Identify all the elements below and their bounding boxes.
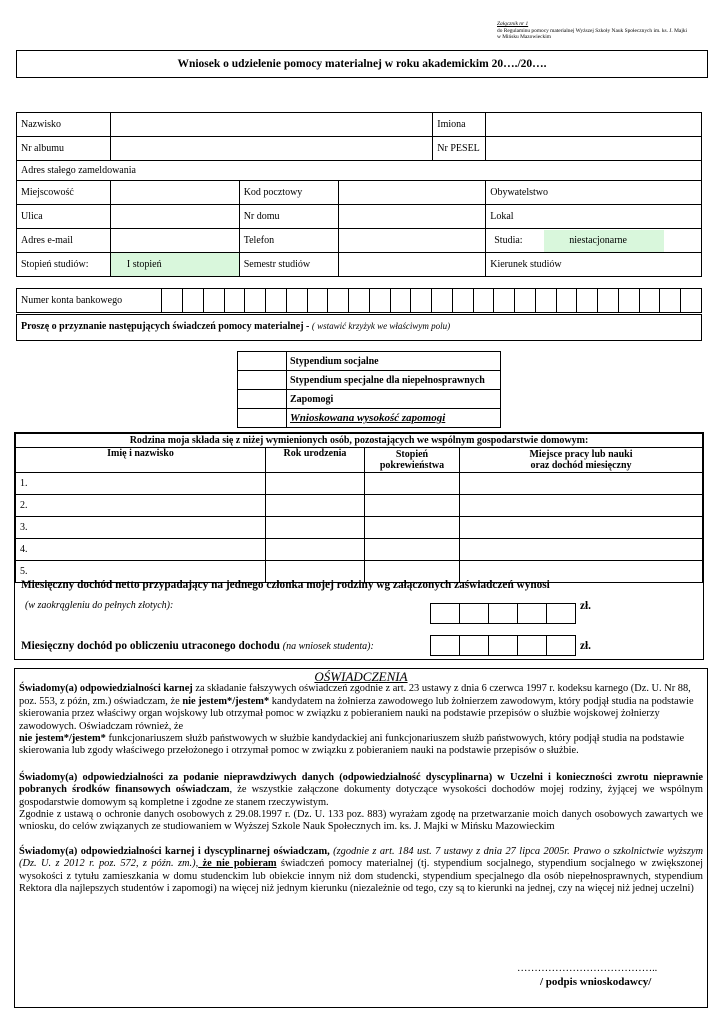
col-relation-2: pokrewieństwa xyxy=(379,460,445,471)
bank-digit[interactable] xyxy=(369,289,390,313)
email-field[interactable] xyxy=(110,229,239,253)
bank-digit[interactable] xyxy=(494,289,515,313)
allowance-amount-field[interactable] xyxy=(238,409,287,428)
rounding-hint: (w zaokrągleniu do pełnych złotych): xyxy=(25,600,174,611)
field-label: Kierunek studiów xyxy=(486,253,702,277)
street-label: Ulica xyxy=(17,205,111,229)
benefit-checkbox[interactable] xyxy=(238,352,287,371)
benefits-table xyxy=(237,351,501,428)
col-year: Rok urodzenia xyxy=(283,448,347,459)
row-number: 1. xyxy=(16,473,266,495)
col-work-2: oraz dochód miesięczny xyxy=(530,460,632,471)
regulation-city: w Mińsku Mazowieckim xyxy=(497,34,551,41)
bank-digit[interactable] xyxy=(349,289,370,313)
income-lost-hint: (na wniosek studenta): xyxy=(282,641,374,652)
house-label: Nr domu xyxy=(239,205,338,229)
income-text: Miesięczny dochód netto przypadający na jednego członka mojej rodziny wg załączonych zaświadczeń wynosi xyxy=(21,579,550,591)
bank-digit[interactable] xyxy=(577,289,598,313)
semester-field[interactable] xyxy=(338,253,486,277)
bank-digit[interactable] xyxy=(328,289,349,313)
city-label: Miejscowość xyxy=(17,181,111,205)
bank-digit[interactable] xyxy=(224,289,245,313)
income-lost-boxes[interactable] xyxy=(431,635,576,656)
request-box xyxy=(16,314,702,341)
bank-digit[interactable] xyxy=(681,289,702,313)
declarations-title: OŚWIADCZENIA xyxy=(314,669,408,684)
names-field[interactable] xyxy=(486,113,702,137)
bank-digit[interactable] xyxy=(639,289,660,313)
degree-label: Stopień studiów: xyxy=(17,253,111,277)
income-boxes[interactable] xyxy=(431,603,576,624)
benefit-checkbox[interactable] xyxy=(238,390,287,409)
regulation-ref: do Regulaminu pomocy materialnej Wyższej Szkoły Nauk Społecznych im. ks. J. Majki xyxy=(497,27,688,34)
income-lost-text xyxy=(21,640,374,652)
bank-digit[interactable] xyxy=(452,289,473,313)
col-name: Imię i nazwisko xyxy=(107,448,174,459)
house-field[interactable] xyxy=(338,205,486,229)
citizenship-label: Obywatelstwo xyxy=(486,181,702,205)
flat-label: Lokal xyxy=(486,205,702,229)
header-note xyxy=(497,21,722,41)
degree-value[interactable]: I stopień xyxy=(110,253,239,277)
postcode-label: Kod pocztowy xyxy=(239,181,338,205)
bank-digit[interactable] xyxy=(307,289,328,313)
album-label: Nr albumu xyxy=(17,137,111,161)
declaration-4: Świadomy(a) odpowiedzialności karnej i dyscyplinarnej oświadczam, (zgodnie z art. 184 ust. 7 ustawy z dnia 27 lipca 2005r. Prawo o szkolnictwie wyższym (Dz. U. z 2012 r. poz. 572, z późn. zm.), że nie pobieram świadczeń pomocy materialnej (tj. stypendium socjalnego, stypendium socjalnego w zwiększonej wysokości z tytułu zamieszkania w domu studenckim lub obiekcie innym niż dom studencki, stypendium specjalnego dla osób niepełnosprawnych, stypendium Rektora dla najlepszych studentów i zapomogi) na więcej niż jednym kierunku (niezależnie od tego, czy są to kierunki na jednej, czy na więcej niż jednej uczelni) xyxy=(19,845,703,895)
request-text: Proszę o przyznanie następujących świadczeń pomocy materialnej - xyxy=(21,321,312,332)
album-field[interactable] xyxy=(110,137,432,161)
semester-label: Semestr studiów xyxy=(239,253,338,277)
table-row xyxy=(16,517,703,539)
benefit-checkbox[interactable] xyxy=(238,371,287,390)
bank-digit[interactable] xyxy=(598,289,619,313)
benefit-social: Stypendium socjalne xyxy=(290,355,379,367)
bank-digit[interactable] xyxy=(515,289,536,313)
attachment-label: Załącznik nr 1 xyxy=(497,21,529,27)
pesel-field[interactable] xyxy=(486,137,702,161)
phone-label: Telefon xyxy=(239,229,338,253)
bank-digit[interactable] xyxy=(183,289,204,313)
declarations-section xyxy=(14,668,708,1008)
income-lost-label: Miesięczny dochód po obliczeniu utraconego dochodu xyxy=(21,640,280,652)
family-heading: Rodzina moja składa się z niżej wymienionych osób, pozostających we wspólnym gospodarstwie domowym: xyxy=(16,434,703,448)
row-number: 4. xyxy=(16,539,266,561)
bank-digit[interactable] xyxy=(390,289,411,313)
phone-field[interactable] xyxy=(338,229,486,253)
family-section xyxy=(14,432,704,660)
declaration-2: Świadomy(a) odpowiedzialności za podanie nieprawdziwych danych (odpowiedzialność dyscyplinarna) w Uczelni i konieczności zwrotu nieprawnie pobranych środków finansowych oświadczam, że wszystkie załączone dokumenty dotyczące wysokości dochodów mojej rodziny, żyjącej we wspólnym gospodarstwie domowym są kompletne i zgodne ze stanem rzeczywistym. xyxy=(19,771,703,808)
surname-label: Nazwisko xyxy=(17,113,111,137)
address-label: Adres stałego zameldowania xyxy=(17,161,702,181)
postcode-field[interactable] xyxy=(338,181,486,205)
declaration-3: Zgodnie z ustawą o ochronie danych osobowych z 29.08.1997 r. (Dz. U. 133 poz. 883) wyrażam zgodę na przetwarzanie moich danych osobowych zawartych we wniosku, do celów związanych ze studiowaniem w Wyższej Szkole Nauk Społecznych im. ks. J. Majki w Mińsku Mazowieckim xyxy=(19,809,703,833)
request-hint: ( wstawić krzyżyk we właściwym polu) xyxy=(311,321,451,331)
col-relation-1: Stopień xyxy=(395,449,429,460)
row-number: 5. xyxy=(16,561,266,583)
benefit-allowance: Zapomogi xyxy=(290,393,334,405)
names-label: Imiona xyxy=(433,113,486,137)
allowance-amount-label: Wnioskowana wysokość zapomogi xyxy=(290,412,446,424)
bank-digit[interactable] xyxy=(556,289,577,313)
bank-digit[interactable] xyxy=(432,289,453,313)
pesel-label: Nr PESEL xyxy=(433,137,486,161)
city-field[interactable] xyxy=(110,181,239,205)
street-field[interactable] xyxy=(110,205,239,229)
studies-label: Studia: xyxy=(494,234,523,246)
row-number: 2. xyxy=(16,495,266,517)
bank-digit[interactable] xyxy=(266,289,287,313)
family-table xyxy=(15,433,703,583)
surname-field[interactable] xyxy=(110,113,432,137)
table-row xyxy=(16,473,703,495)
signature-dots: ………………………………….. xyxy=(517,963,658,974)
bank-digit[interactable] xyxy=(618,289,639,313)
table-row xyxy=(16,539,703,561)
bank-digit[interactable] xyxy=(162,289,183,313)
table-row xyxy=(16,495,703,517)
bank-account-table xyxy=(16,288,702,313)
col-work-1: Miejsce pracy lub nauki xyxy=(529,449,633,460)
studies-value[interactable]: niestacjonarne xyxy=(544,230,664,252)
bank-digit[interactable] xyxy=(203,289,224,313)
signature-label: / podpis wnioskodawcy/ xyxy=(540,976,652,988)
row-number: 3. xyxy=(16,517,266,539)
bank-digit[interactable] xyxy=(660,289,681,313)
bank-digit[interactable] xyxy=(473,289,494,313)
email-label: Adres e-mail xyxy=(17,229,111,253)
declaration-1: Świadomy(a) odpowiedzialności karnej za składanie fałszywych oświadczeń zgodnie z art. 23 ustawy z dnia 6 czerwca 1997 r. kodeksu karnego (Dz. U. Nr 88, poz. 553, z późn, zm.) oświadczam, że nie jestem*/jestem* kandydatem na żołnierza zawodowego lub żołnierzem zawodowym, który podjął studia na podstawie skierowania przez właściwy organ wojskowy lub otrzymał pomoc w związku z pobieraniem nauki na podstawie przepisów o służbie wojskowej żołnierzy zawodowych. Oświadczam również, że nie jestem*/jestem* funkcjonariuszem służb państwowych w służbie kandydackiej ani funkcjonariuszem służb państwowych, który podjął studia na podstawie skierowania lub zgody właściwego przełożonego i otrzymał pomoc w związku z pobieraniem nauki na podstawie przepisów o służbie. xyxy=(19,683,694,757)
currency-label: zł. xyxy=(580,600,591,612)
bank-digit[interactable] xyxy=(535,289,556,313)
bank-digit[interactable] xyxy=(286,289,307,313)
bank-digit[interactable] xyxy=(411,289,432,313)
benefit-disabled: Stypendium specjalne dla niepełnosprawnych xyxy=(290,374,485,386)
bank-digit[interactable] xyxy=(245,289,266,313)
currency-label-2: zł. xyxy=(580,640,591,652)
form-title: Wniosek o udzielenie pomocy materialnej w roku akademickim 20…./20…. xyxy=(16,50,708,78)
studies-cell xyxy=(486,229,702,253)
bank-label: Numer konta bankowego xyxy=(17,289,162,313)
personal-data-table xyxy=(16,112,702,277)
